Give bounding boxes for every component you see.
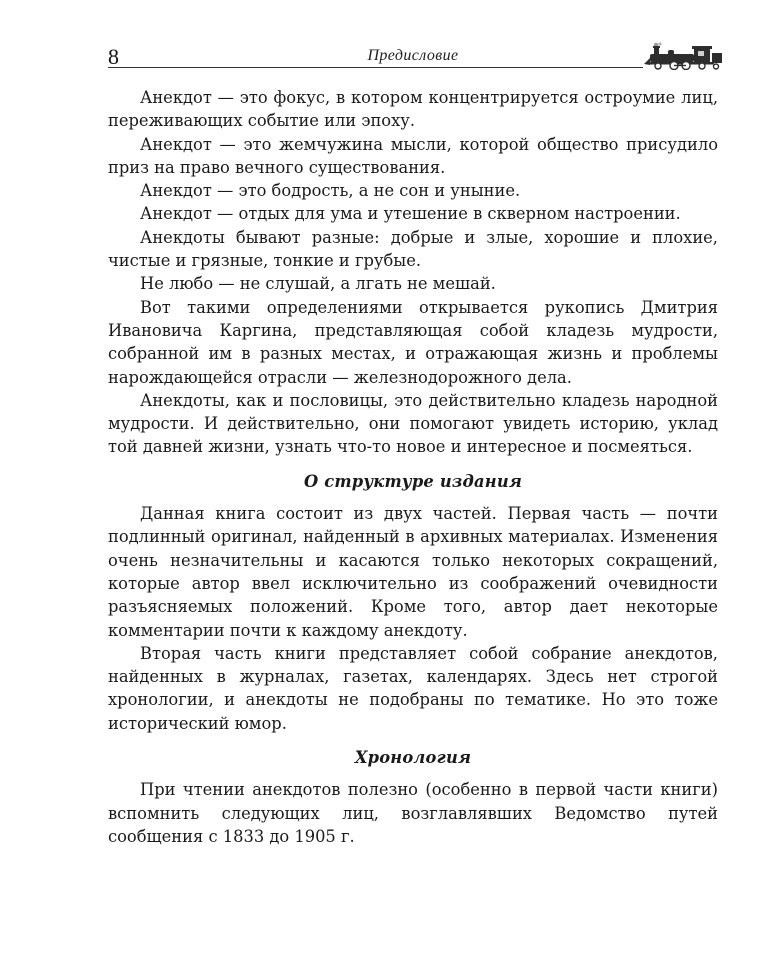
paragraph: Данная книга состоит из двух частей. Первая часть — почти подлинный оригинал, найденный в архивных материалах. Изменения очень незначительны и касаются только некоторых сокращений, которые автор ввел исключительно из соображений очевидности разъясняемых положений. Кроме того, автор дает некоторые комментарии почти к каждому анекдоту.: [108, 504, 718, 640]
paragraph: Анекдоты, как и пословицы, это действительно кладезь народной мудрости. И действительно, они помогают увидеть историю, уклад той давней жизни, узнать что-то новое и интересное и посмеяться.: [108, 390, 718, 457]
paragraph: Вторая часть книги представляет собой собрание анекдотов, найденных в журналах, газетах, календарях. Здесь нет строгой хронологии, и анекдоты не подобраны по тематике. Но это тоже исторический юмор.: [108, 643, 718, 733]
paragraph: Вот такими определениями открывается рукопись Дмитрия Ивановича Каргина, представляющая собой кладезь мудрости, собранной им в разных местах, и отражающая жизнь и проблемы нарождающейся отрасли — железнодорожного дела.: [108, 297, 718, 387]
paragraph: При чтении анекдотов полезно (особенно в первой части книги) вспомнить следующих лиц, возглавлявших Ведомство путей сообщения с 1833 до 1905 г.: [108, 780, 718, 846]
running-title: Предисловие: [367, 47, 459, 64]
steam-locomotive-icon: [644, 42, 722, 70]
paragraph: Анекдот — отдых для ума и утешение в скверном настроении.: [140, 204, 681, 224]
paragraph: Анекдот — это фокус, в котором концентрируется остроумие лиц, переживающих событие или эпоху.: [108, 88, 718, 131]
page-number: 8: [108, 44, 119, 69]
paragraph: Анекдот — это бодрость, а не сон и уныние.: [140, 181, 521, 201]
section-heading-chronology: Хронология: [354, 748, 472, 768]
header-rule: [108, 67, 643, 68]
body-text: [108, 86, 718, 848]
running-header: [108, 42, 718, 72]
paragraph: Анекдоты бывают разные: добрые и злые, хорошие и плохие, чистые и грязные, тонкие и грубые.: [108, 227, 718, 271]
paragraph: Анекдот — это жемчужина мысли, которой общество присудило приз на право вечного существования.: [108, 134, 718, 177]
paragraph: Не любо — не слушай, а лгать не мешай.: [140, 274, 496, 294]
section-heading-structure: О структуре издания: [303, 471, 523, 491]
